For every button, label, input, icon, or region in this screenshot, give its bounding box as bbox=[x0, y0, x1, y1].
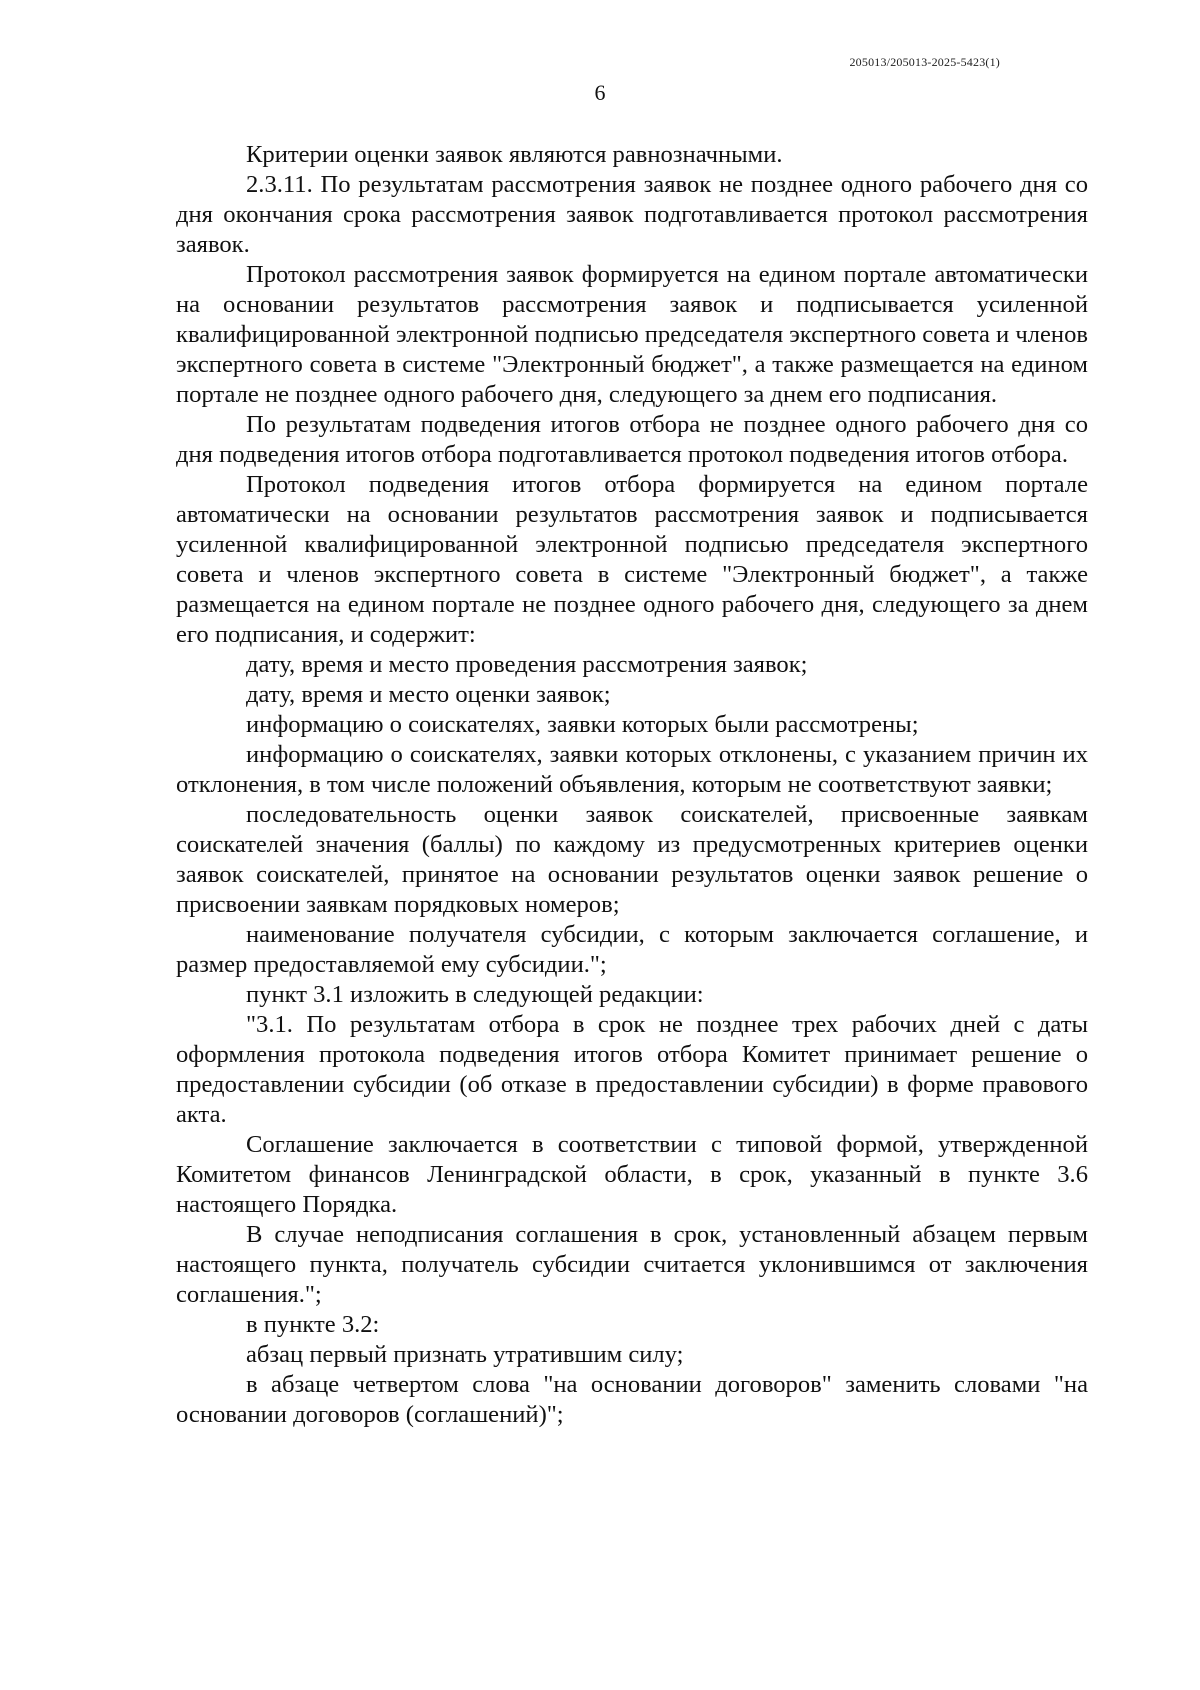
paragraph-amend-3-1: пункт 3.1 изложить в следующей редакции: bbox=[246, 981, 704, 1008]
paragraph-fourth-paragraph-replace: в абзаце четвертом слова "на основании договоров" заменить словами "на основании договоров (соглашений)"; bbox=[176, 1371, 1088, 1428]
paragraph-results-protocol-prep: По результатам подведения итогов отбора не позднее одного рабочего дня со дня подведения итогов отбора подготавливается протокол подведения итогов отбора. bbox=[176, 411, 1088, 468]
list-item-evaluation-sequence: последовательность оценки заявок соискателей, присвоенные заявкам соискателей значения (баллы) по каждому из предусмотренных критериев оценки заявок соискателей, принятое на основании результатов оценки заявок решение о присвоении заявкам порядковых номеров; bbox=[176, 801, 1088, 918]
list-item-review-date: дату, время и место проведения рассмотрения заявок; bbox=[246, 651, 808, 678]
list-item-reviewed-applicants: информацию о соискателях, заявки которых были рассмотрены; bbox=[246, 711, 919, 738]
list-item-evaluation-date: дату, время и место оценки заявок; bbox=[246, 681, 611, 708]
paragraph-unsigned-agreement: В случае неподписания соглашения в срок, установленный абзацем первым настоящего пункта, получатель субсидии считается уклонившимся от заключения соглашения."; bbox=[176, 1221, 1088, 1308]
paragraph-criteria-equal: Критерии оценки заявок являются равнозначными. bbox=[246, 141, 783, 168]
document-registration-number: 205013/205013-2025-5423(1) bbox=[849, 55, 1000, 69]
page-number: 6 bbox=[594, 80, 606, 105]
paragraph-first-paragraph-void: абзац первый признать утратившим силу; bbox=[246, 1341, 684, 1368]
paragraph-3-1: "3.1. По результатам отбора в срок не позднее трех рабочих дней с даты оформления протокола подведения итогов отбора Комитет принимает решение о предоставлении субсидии (об отказе в предоставлении субсидии) в форме правового акта. bbox=[176, 1011, 1088, 1128]
paragraph-agreement-form: Соглашение заключается в соответствии с типовой формой, утвержденной Комитетом финансов Ленинградской области, в срок, указанный в пункте 3.6 настоящего Порядка. bbox=[176, 1131, 1088, 1218]
list-item-recipient-name: наименование получателя субсидии, с которым заключается соглашение, и размер предоставляемой ему субсидии."; bbox=[176, 921, 1088, 978]
list-item-rejected-applicants: информацию о соискателях, заявки которых отклонены, с указанием причин их отклонения, в том числе положений объявления, которым не соответствуют заявки; bbox=[176, 741, 1088, 798]
paragraph-review-protocol: Протокол рассмотрения заявок формируется на едином портале автоматически на основании результатов рассмотрения заявок и подписывается усиленной квалифицированной электронной подписью председателя экспертного совета и членов экспертного совета в системе "Электронный бюджет", а также размещается на едином портале не позднее одного рабочего дня, следующего за днем его подписания. bbox=[176, 261, 1088, 408]
document-body bbox=[176, 140, 1088, 1430]
paragraph-results-protocol: Протокол подведения итогов отбора формируется на едином портале автоматически на основании результатов рассмотрения заявок и подписывается усиленной квалифицированной электронной подписью председателя экспертного совета и членов экспертного совета в системе "Электронный бюджет", а также размещается на едином портале не позднее одного рабочего дня, следующего за днем его подписания, и содержит: bbox=[176, 471, 1088, 648]
paragraph-2-3-11: 2.3.11. По результатам рассмотрения заявок не позднее одного рабочего дня со дня окончания срока рассмотрения заявок подготавливается протокол рассмотрения заявок. bbox=[176, 171, 1088, 258]
paragraph-in-3-2: в пункте 3.2: bbox=[246, 1311, 380, 1338]
